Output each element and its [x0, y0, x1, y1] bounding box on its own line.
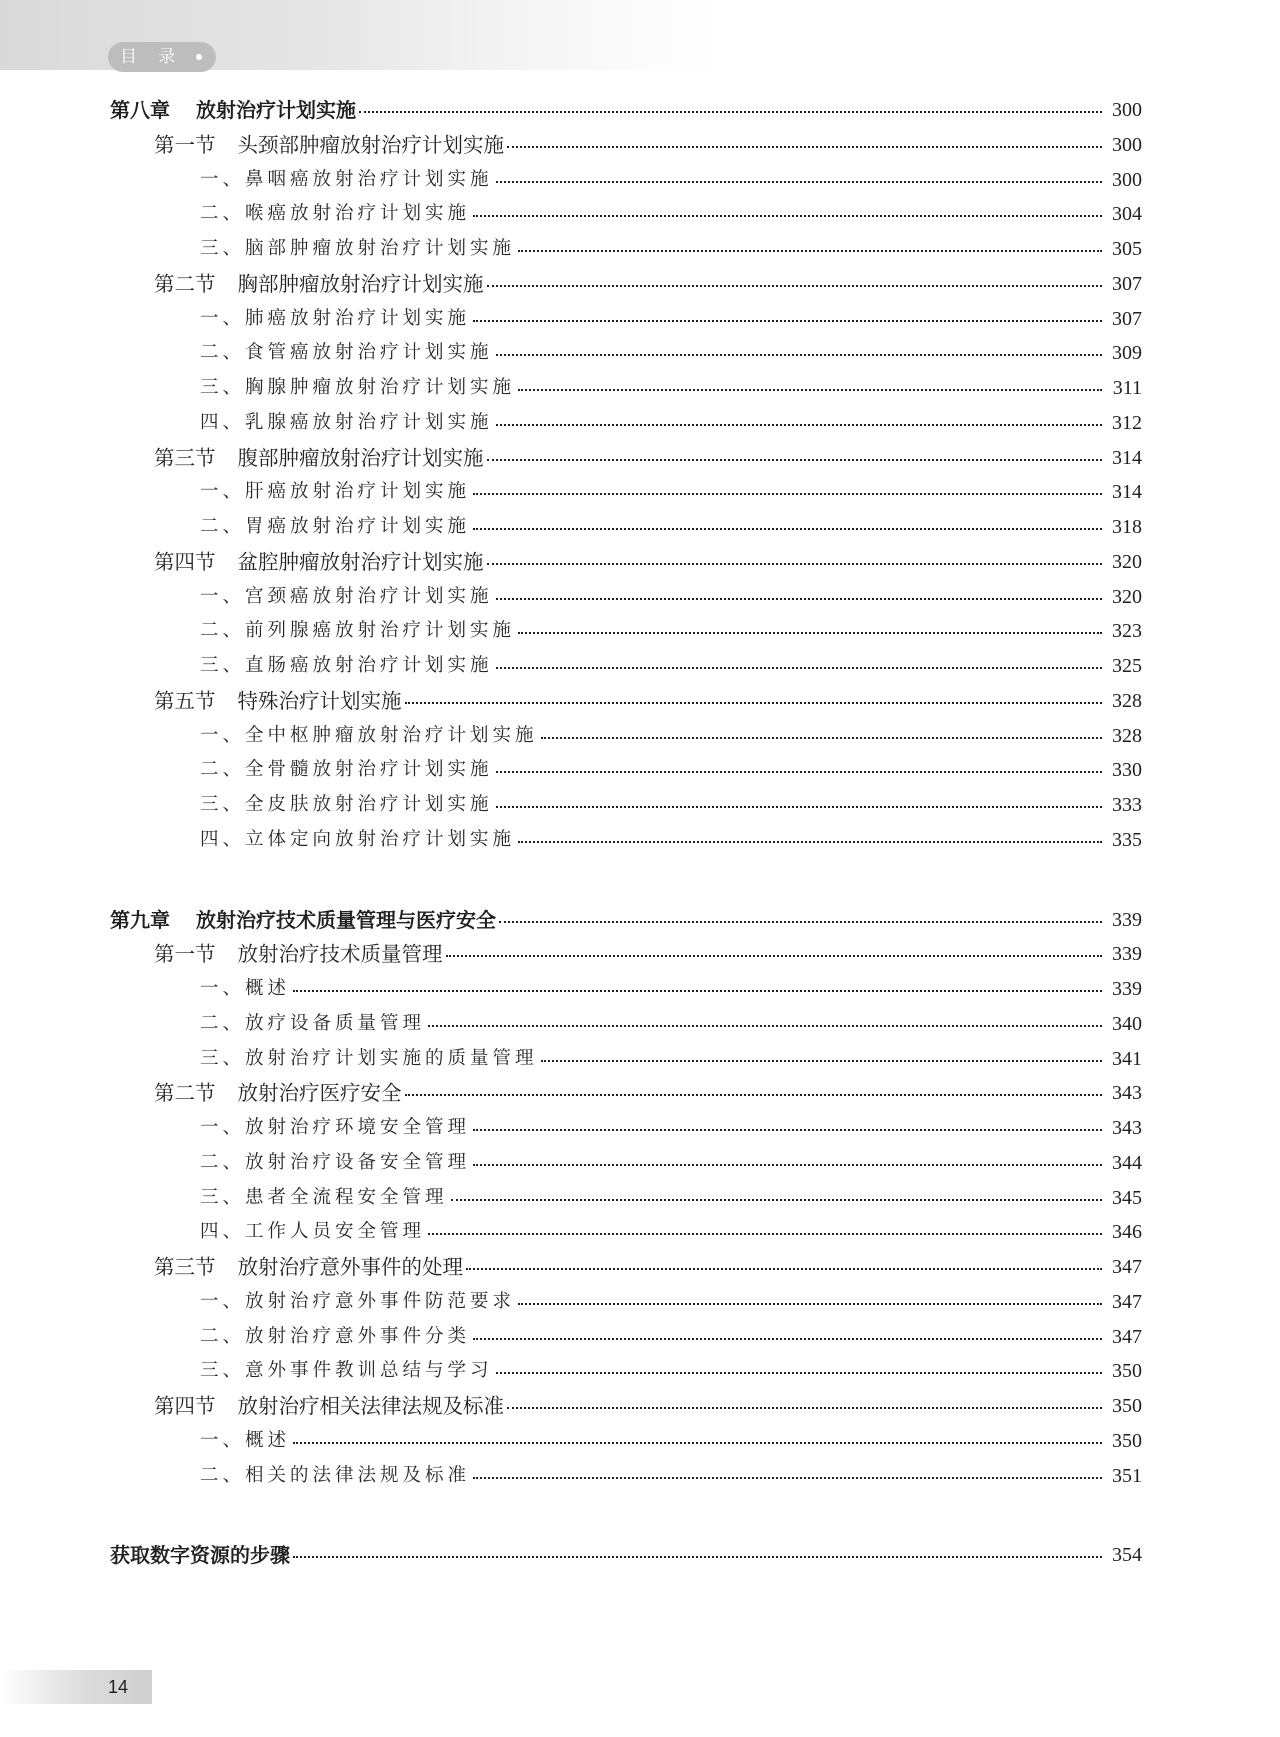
- dot-leader: [499, 921, 1102, 923]
- toc-page-number: 347: [1112, 1290, 1142, 1313]
- toc-entry-number: 二、: [200, 1151, 246, 1173]
- dot-leader: [446, 955, 1103, 957]
- dot-leader: [496, 424, 1102, 426]
- toc-entry-number: 二、: [200, 759, 246, 781]
- toc-entry-title: [200, 1424, 290, 1458]
- toc-page-number: 335: [1112, 828, 1142, 851]
- toc-page-number: 300: [1112, 168, 1142, 191]
- dot-leader: [518, 841, 1102, 843]
- toc-entry-number: 三、: [200, 794, 246, 815]
- dot-leader: [293, 1556, 1102, 1558]
- dot-leader: [293, 990, 1102, 992]
- dot-leader: [405, 702, 1103, 704]
- toc-entry-number: 第一节: [154, 132, 216, 157]
- toc-entry-title: [200, 753, 493, 787]
- toc-page-number: 330: [1112, 759, 1142, 782]
- toc-item[interactable]: [200, 614, 1142, 648]
- toc-entry-number: 第二节: [154, 271, 216, 296]
- dot-leader: [496, 354, 1102, 356]
- toc-entry-title: [200, 406, 493, 440]
- toc-entry-title: [200, 1146, 470, 1180]
- dot-leader: [507, 1407, 1102, 1409]
- toc-page-number: 323: [1112, 620, 1142, 643]
- toc-entry-title: [154, 1250, 463, 1284]
- bullet-dot-icon: [196, 54, 202, 60]
- toc-page-number: 339: [1112, 978, 1142, 1000]
- toc-entry-number: 第五节: [154, 688, 216, 713]
- toc-item[interactable]: [200, 1459, 1142, 1493]
- toc-entry-text: 脑部肿瘤放射治疗计划实施: [245, 238, 516, 259]
- toc-entry-number: 一、: [200, 307, 246, 329]
- toc-item[interactable]: [200, 232, 1142, 266]
- toc-item[interactable]: [200, 510, 1142, 544]
- toc-item[interactable]: [200, 1285, 1142, 1319]
- toc-page-number: 341: [1112, 1047, 1142, 1070]
- toc-entry-title: [200, 614, 515, 648]
- dot-leader: [428, 1025, 1102, 1027]
- toc-page-number: 314: [1112, 481, 1142, 504]
- dot-leader: [541, 737, 1102, 739]
- toc-entry-text: 胸腺肿瘤放射治疗计划实施: [245, 377, 516, 398]
- toc-entry-text: 腹部肿瘤放射治疗计划实施: [237, 445, 484, 470]
- toc-entry-number: 三、: [200, 1186, 246, 1208]
- dot-leader: [518, 632, 1102, 634]
- toc-entry-text: 全中枢肿瘤放射治疗计划实施: [245, 724, 538, 746]
- toc-entry-number: 一、: [200, 585, 246, 607]
- toc-page-number: 350: [1112, 1429, 1142, 1452]
- toc-page-number: 346: [1112, 1221, 1142, 1244]
- toc-entry-title: [200, 1042, 538, 1076]
- toc-page-number: 312: [1112, 411, 1142, 434]
- dot-leader: [293, 1442, 1102, 1444]
- toc-page-number: 307: [1112, 307, 1142, 330]
- toc-page-number: 307: [1112, 272, 1142, 295]
- toc-entry-number: 第四节: [154, 1394, 216, 1418]
- toc-entry-number: 第三节: [154, 445, 216, 470]
- dot-leader: [518, 1303, 1102, 1305]
- toc-entry-title: [200, 1111, 470, 1145]
- toc-item[interactable]: [200, 1215, 1142, 1249]
- toc-entry-title: [200, 823, 515, 857]
- toc-item[interactable]: [200, 649, 1142, 683]
- toc-page-number: 354: [1112, 1544, 1142, 1567]
- toc-entry-text: 胸部肿瘤放射治疗计划实施: [237, 271, 484, 296]
- toc-item[interactable]: [200, 1111, 1142, 1145]
- toc-entry-number: 第一节: [154, 942, 216, 967]
- toc-entry-number: 第二节: [154, 1081, 216, 1106]
- toc-entry-number: 四、: [200, 1221, 246, 1243]
- toc-entry-number: 三、: [200, 377, 246, 398]
- toc-entry-text: 概述: [245, 978, 291, 999]
- toc-entry-number: 三、: [200, 655, 246, 676]
- toc-entry-number: 四、: [200, 411, 246, 433]
- toc-entry-text: 喉癌放射治疗计划实施: [245, 203, 471, 225]
- toc-section[interactable]: [154, 441, 1142, 475]
- toc-item[interactable]: [200, 1181, 1142, 1215]
- toc-entry-text: 鼻咽癌放射治疗计划实施: [245, 168, 493, 190]
- toc-entry-number: 三、: [200, 1360, 246, 1382]
- toc-section[interactable]: [154, 267, 1142, 301]
- toc-entry-number: 一、: [200, 168, 246, 190]
- toc-item[interactable]: [200, 972, 1142, 1006]
- toc-entry-number: 二、: [200, 1464, 246, 1486]
- toc-item[interactable]: [200, 302, 1142, 336]
- toc-entry-title: [200, 336, 493, 370]
- toc-entry-title: [200, 788, 493, 822]
- toc-entry-number: 一、: [200, 724, 246, 746]
- toc-page-number: 305: [1112, 238, 1142, 260]
- toc-entry-text: 放射治疗计划实施的质量管理: [245, 1047, 538, 1069]
- toc-page-number: 350: [1112, 1395, 1142, 1417]
- toc-item[interactable]: [200, 580, 1142, 614]
- toc-entry-text: 宫颈癌放射治疗计划实施: [245, 585, 493, 607]
- dot-leader: [487, 459, 1103, 461]
- toc-entry-text: 放疗设备质量管理: [245, 1012, 426, 1034]
- dot-leader: [507, 146, 1102, 148]
- dot-leader: [473, 1164, 1102, 1166]
- toc-entry-title: [200, 1215, 425, 1249]
- toc-entry-number: 三、: [200, 238, 246, 259]
- toc-entry-text: 放射治疗计划实施: [196, 98, 356, 122]
- toc-entry-text: 相关的法律法规及标准: [245, 1464, 471, 1486]
- toc-entry-title: [200, 1459, 470, 1493]
- toc-page-number: 347: [1112, 1256, 1142, 1278]
- toc-page-number: 309: [1112, 342, 1142, 365]
- toc-entry-title: [200, 163, 493, 197]
- toc-section[interactable]: [154, 937, 1142, 971]
- toc-item[interactable]: [200, 371, 1142, 405]
- toc-entry-title: [200, 197, 470, 231]
- toc-entry-text: 工作人员安全管理: [245, 1221, 426, 1243]
- toc-page-number: 320: [1112, 550, 1142, 573]
- toc-entry-text: 立体定向放射治疗计划实施: [245, 828, 516, 850]
- toc-page-number: 304: [1112, 203, 1142, 226]
- toc-chapter[interactable]: [110, 903, 1142, 937]
- dot-leader: [473, 1338, 1102, 1340]
- toc-page-number: 318: [1112, 516, 1142, 538]
- dot-leader: [496, 1372, 1102, 1374]
- toc-page-number: 300: [1112, 99, 1142, 121]
- toc-entry-title: [200, 1320, 470, 1354]
- dot-leader: [473, 528, 1102, 530]
- toc-item[interactable]: [200, 1146, 1142, 1180]
- dot-leader: [487, 563, 1103, 565]
- toc-entry-title: [154, 937, 443, 971]
- dot-leader: [473, 215, 1102, 217]
- dot-leader: [473, 1477, 1102, 1479]
- dot-leader: [359, 111, 1102, 113]
- toc-entry-title: [154, 128, 504, 162]
- toc-item[interactable]: [200, 719, 1142, 753]
- toc-section[interactable]: [154, 1250, 1142, 1284]
- toc-entry-title: [154, 1389, 504, 1423]
- toc-entry-text: 放射治疗意外事件的处理: [237, 1255, 463, 1279]
- dot-leader: [451, 1199, 1102, 1201]
- toc-entry-text: 肝癌放射治疗计划实施: [245, 481, 471, 503]
- toc-entry-text: 患者全流程安全管理: [245, 1186, 448, 1208]
- toc-item[interactable]: [200, 1042, 1142, 1076]
- toc-item[interactable]: [200, 197, 1142, 231]
- toc-entry-title: [200, 719, 538, 753]
- toc-page-number: 343: [1112, 1082, 1142, 1105]
- dot-leader: [487, 285, 1103, 287]
- toc-entry-title: [200, 1007, 425, 1041]
- page-number: 14: [108, 1677, 129, 1697]
- toc-entry-text: 概述: [245, 1429, 291, 1451]
- toc-entry-number: 一、: [200, 481, 246, 503]
- toc-entry-text: 放射治疗医疗安全: [237, 1081, 402, 1106]
- toc-entry-number: 一、: [200, 1290, 246, 1312]
- toc-section[interactable]: [154, 1389, 1142, 1423]
- dot-leader: [466, 1268, 1102, 1270]
- toc-chapter[interactable]: [110, 1538, 1142, 1572]
- toc-entry-text: 放射治疗技术质量管理与医疗安全: [196, 907, 496, 932]
- toc-entry-number: 第八章: [110, 98, 170, 122]
- toc-entry-title: [200, 475, 470, 509]
- toc-page-number: 339: [1112, 943, 1142, 966]
- toc-entry-number: 二、: [200, 203, 246, 225]
- toc-entry-title: [200, 1181, 448, 1215]
- toc-item[interactable]: [200, 475, 1142, 509]
- toc-page-number: 320: [1112, 585, 1142, 608]
- toc-entry-text: 盆腔肿瘤放射治疗计划实施: [237, 549, 484, 574]
- toc-page-number: 350: [1112, 1360, 1142, 1383]
- toc-section[interactable]: [154, 684, 1142, 718]
- section-tab: [108, 42, 216, 72]
- dot-leader: [405, 1094, 1103, 1096]
- toc-entry-text: 胃癌放射治疗计划实施: [245, 516, 471, 537]
- toc-entry-number: 二、: [200, 342, 246, 364]
- toc-page-number: 347: [1112, 1325, 1142, 1348]
- toc-page-number: 311: [1112, 377, 1142, 399]
- dot-leader: [496, 667, 1102, 669]
- toc-entry-number: 二、: [200, 620, 246, 642]
- toc-section[interactable]: [154, 545, 1142, 579]
- toc-entry-title: [154, 441, 484, 475]
- toc-entry-number: 第四节: [154, 549, 216, 574]
- toc-entry-text: 放射治疗意外事件防范要求: [245, 1290, 516, 1312]
- toc-entry-text: 全骨髓放射治疗计划实施: [245, 759, 493, 781]
- toc-item[interactable]: [200, 1424, 1142, 1458]
- toc-entry-title: [200, 972, 290, 1006]
- toc-page-number: 328: [1112, 724, 1142, 747]
- toc-entry-number: 二、: [200, 1012, 246, 1034]
- toc-entry-title: [200, 1354, 493, 1388]
- toc-entry-title: [154, 267, 484, 301]
- toc-item[interactable]: [200, 406, 1142, 440]
- toc-entry-title: [200, 302, 470, 336]
- toc-entry-title: [200, 232, 515, 266]
- toc-entry-title: [110, 93, 356, 127]
- footer-band: [0, 1670, 152, 1704]
- dot-leader: [518, 250, 1102, 252]
- toc-entry-text: 放射治疗相关法律法规及标准: [237, 1394, 504, 1418]
- toc-entry-title: [154, 545, 484, 579]
- toc-entry-text: 特殊治疗计划实施: [237, 688, 402, 713]
- toc-entry-number: 第九章: [110, 907, 170, 932]
- toc-page-number: 344: [1112, 1151, 1142, 1174]
- toc-item[interactable]: [200, 823, 1142, 857]
- toc-item[interactable]: [200, 1354, 1142, 1388]
- toc-entry-text: 肺癌放射治疗计划实施: [245, 307, 471, 329]
- toc-page-number: 314: [1112, 446, 1142, 469]
- toc-entry-number: 第三节: [154, 1255, 216, 1279]
- toc-entry-number: 二、: [200, 516, 246, 537]
- toc-entry-title: [200, 1285, 515, 1319]
- toc-page-number: 328: [1112, 689, 1142, 712]
- toc-item[interactable]: [200, 1007, 1142, 1041]
- toc-entry-number: 四、: [200, 828, 246, 850]
- toc-section[interactable]: [154, 1076, 1142, 1110]
- toc-entry-text: 直肠癌放射治疗计划实施: [245, 655, 493, 676]
- toc-entry-text: 放射治疗设备安全管理: [245, 1151, 471, 1173]
- toc-entry-text: 放射治疗环境安全管理: [245, 1117, 471, 1138]
- toc-item[interactable]: [200, 788, 1142, 822]
- toc-page-number: 325: [1112, 655, 1142, 677]
- toc-page-number: 333: [1112, 794, 1142, 816]
- toc-entry-number: 一、: [200, 1117, 246, 1138]
- dot-leader: [473, 320, 1102, 322]
- dot-leader: [473, 1129, 1102, 1131]
- toc-entry-number: 二、: [200, 1325, 246, 1347]
- toc-entry-title: [110, 903, 496, 937]
- toc-section[interactable]: [154, 128, 1142, 162]
- toc-entry-text: 全皮肤放射治疗计划实施: [245, 794, 493, 815]
- dot-leader: [496, 806, 1102, 808]
- dot-leader: [518, 389, 1102, 391]
- toc-item[interactable]: [200, 336, 1142, 370]
- toc-entry-text: 乳腺癌放射治疗计划实施: [245, 411, 493, 433]
- dot-leader: [496, 598, 1102, 600]
- toc-entry-text: 意外事件教训总结与学习: [245, 1360, 493, 1382]
- toc-entry-text: 前列腺癌放射治疗计划实施: [245, 620, 516, 642]
- toc-entry-title: [200, 371, 515, 405]
- dot-leader: [473, 493, 1102, 495]
- dot-leader: [541, 1060, 1102, 1062]
- toc-entry-title: [200, 649, 493, 683]
- toc-entry-text: 放射治疗意外事件分类: [245, 1325, 471, 1347]
- toc-entry-number: 一、: [200, 978, 246, 999]
- toc-chapter[interactable]: [110, 93, 1142, 127]
- toc-entry-text: 获取数字资源的步骤: [110, 1543, 290, 1568]
- toc-entry-text: 食管癌放射治疗计划实施: [245, 342, 493, 364]
- dot-leader: [496, 771, 1102, 773]
- section-tab-label: 目 录: [120, 47, 184, 67]
- toc-entry-number: 一、: [200, 1429, 246, 1451]
- toc-entry-title: [200, 510, 470, 544]
- toc-item[interactable]: [200, 163, 1142, 197]
- dot-leader: [496, 181, 1102, 183]
- toc-page-number: 343: [1112, 1117, 1142, 1139]
- toc-entry-title: [154, 684, 402, 718]
- toc-entry-text: 放射治疗技术质量管理: [237, 942, 443, 967]
- toc-page-number: 339: [1112, 908, 1142, 931]
- toc-entry-title: [200, 580, 493, 614]
- toc-entry-number: 三、: [200, 1047, 246, 1069]
- toc-entry-title: [154, 1076, 402, 1110]
- toc-item[interactable]: [200, 753, 1142, 787]
- toc-page-number: 351: [1112, 1464, 1142, 1487]
- toc-page-number: 345: [1112, 1186, 1142, 1209]
- toc-page-number: 340: [1112, 1012, 1142, 1035]
- dot-leader: [428, 1233, 1102, 1235]
- toc-page-number: 300: [1112, 133, 1142, 156]
- toc-entry-text: 头颈部肿瘤放射治疗计划实施: [237, 132, 504, 157]
- toc-entry-title: [110, 1538, 290, 1572]
- toc-item[interactable]: [200, 1320, 1142, 1354]
